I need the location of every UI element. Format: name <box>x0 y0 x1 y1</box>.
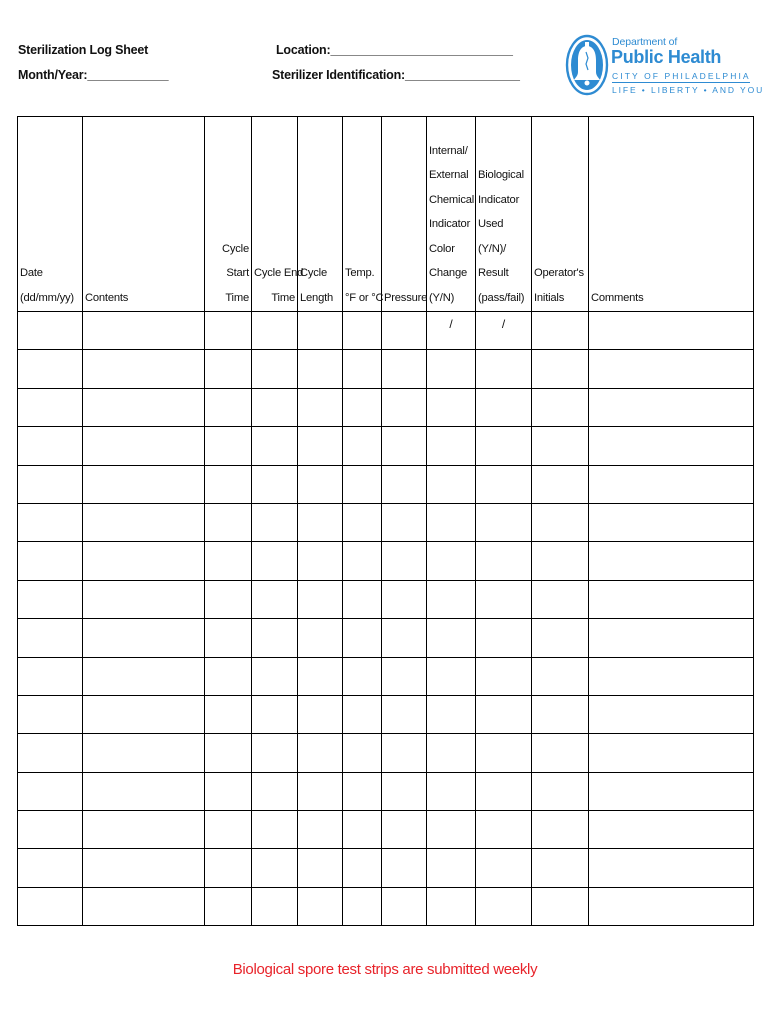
cell-comments[interactable] <box>589 695 754 733</box>
cell-biological-indicator[interactable] <box>476 849 532 887</box>
cell-cycle-start[interactable] <box>205 503 252 541</box>
cell-cycle-end[interactable] <box>252 849 298 887</box>
month-year-field[interactable]: Month/Year:____________ <box>18 68 169 82</box>
cell-pressure[interactable] <box>382 695 427 733</box>
header-line: Temp. <box>345 267 375 279</box>
cell-cycle-length[interactable] <box>298 427 343 465</box>
header-line: Time <box>271 291 295 304</box>
cell-cycle-length[interactable] <box>298 734 343 772</box>
header-line: Cycle <box>300 267 327 279</box>
cell-chemical-indicator[interactable] <box>427 887 476 925</box>
cell-comments[interactable] <box>589 734 754 772</box>
cell-comments[interactable] <box>589 465 754 503</box>
cell-temp[interactable] <box>343 772 382 810</box>
cell-pressure[interactable] <box>382 388 427 426</box>
cell-cycle-length[interactable] <box>298 657 343 695</box>
cell-date[interactable] <box>18 503 83 541</box>
cell-operator-initials[interactable] <box>532 811 589 849</box>
cell-comments[interactable] <box>589 580 754 618</box>
cell-cycle-length[interactable] <box>298 772 343 810</box>
cell-cycle-start[interactable] <box>205 772 252 810</box>
cell-cycle-end[interactable] <box>252 695 298 733</box>
cell-date[interactable] <box>18 811 83 849</box>
cell-operator-initials[interactable] <box>532 388 589 426</box>
cell-pressure[interactable] <box>382 849 427 887</box>
logo-city-text: CITY OF PHILADELPHIA <box>612 71 751 81</box>
cell-chemical-indicator[interactable] <box>427 734 476 772</box>
cell-cycle-end[interactable] <box>252 427 298 465</box>
cell-chemical-indicator[interactable] <box>427 811 476 849</box>
table-header-row <box>18 117 754 312</box>
cell-contents[interactable] <box>83 619 205 657</box>
header-line: Comments <box>591 291 644 304</box>
cell-temp[interactable] <box>343 427 382 465</box>
cell-temp[interactable] <box>343 580 382 618</box>
cell-pressure[interactable] <box>382 772 427 810</box>
cell-chemical-indicator[interactable] <box>427 427 476 465</box>
table-row <box>18 350 754 388</box>
cell-temp[interactable] <box>343 350 382 388</box>
cell-date[interactable] <box>18 465 83 503</box>
cell-contents[interactable] <box>83 542 205 580</box>
header-line: Cycle <box>222 242 249 255</box>
cell-comments[interactable] <box>589 542 754 580</box>
header-line: Date <box>20 267 43 279</box>
cell-temp[interactable] <box>343 734 382 772</box>
cell-cycle-end[interactable] <box>252 465 298 503</box>
header-line: (pass/fail) <box>478 291 525 304</box>
sterilization-log-table <box>17 116 754 926</box>
col-contents-header <box>83 117 205 312</box>
cell-comments[interactable] <box>589 887 754 925</box>
cell-biological-indicator[interactable] <box>476 503 532 541</box>
col-cycle-end-header <box>252 117 304 312</box>
cell-operator-initials[interactable] <box>532 542 589 580</box>
location-field[interactable]: Location:___________________________ <box>276 43 513 57</box>
cell-cycle-start[interactable] <box>205 580 252 618</box>
cell-temp[interactable] <box>343 849 382 887</box>
cell-temp[interactable] <box>343 503 382 541</box>
cell-biological-indicator[interactable]: / <box>476 312 532 350</box>
cell-date[interactable] <box>18 388 83 426</box>
header-line: (Y/N)/ <box>478 242 507 255</box>
cell-operator-initials[interactable] <box>532 503 589 541</box>
cell-operator-initials[interactable] <box>532 619 589 657</box>
cell-cycle-length[interactable] <box>298 887 343 925</box>
cell-contents[interactable] <box>83 772 205 810</box>
cell-contents[interactable] <box>83 580 205 618</box>
cell-biological-indicator[interactable] <box>476 580 532 618</box>
cell-date[interactable] <box>18 619 83 657</box>
table-row <box>18 619 754 657</box>
header-line: Used <box>478 218 504 230</box>
logo-divider <box>612 82 750 83</box>
cell-cycle-start[interactable] <box>205 849 252 887</box>
cell-biological-indicator[interactable] <box>476 388 532 426</box>
header-line: Change <box>429 267 467 279</box>
cell-biological-indicator[interactable] <box>476 734 532 772</box>
cell-chemical-indicator[interactable] <box>427 695 476 733</box>
logo-name-text: Public Health <box>611 47 722 67</box>
cell-date[interactable] <box>18 887 83 925</box>
cell-date[interactable] <box>18 350 83 388</box>
logo-tagline-text: LIFE • LIBERTY • AND YOU <box>612 85 765 95</box>
cell-date[interactable] <box>18 657 83 695</box>
header-line: Pressure <box>384 291 428 304</box>
header-line: °F or °C <box>345 291 384 304</box>
cell-pressure[interactable] <box>382 811 427 849</box>
cell-chemical-indicator[interactable] <box>427 465 476 503</box>
header-line: Start <box>226 267 249 279</box>
cell-chemical-indicator[interactable]: / <box>427 312 476 350</box>
cell-biological-indicator[interactable] <box>476 619 532 657</box>
cell-temp[interactable] <box>343 542 382 580</box>
cell-operator-initials[interactable] <box>532 887 589 925</box>
cell-operator-initials[interactable] <box>532 580 589 618</box>
cell-date[interactable] <box>18 772 83 810</box>
header-line: (Y/N) <box>429 291 455 304</box>
cell-cycle-end[interactable] <box>252 657 298 695</box>
header-line: Time <box>225 291 249 304</box>
header-line: Color <box>429 242 455 255</box>
footer-note: Biological spore test strips are submitted weekly <box>232 961 538 978</box>
cell-temp[interactable] <box>343 388 382 426</box>
col-date-header <box>18 117 83 312</box>
cell-pressure[interactable] <box>382 350 427 388</box>
cell-contents[interactable] <box>83 503 205 541</box>
cell-cycle-end[interactable] <box>252 887 298 925</box>
cell-chemical-indicator[interactable] <box>427 657 476 695</box>
cell-temp[interactable] <box>343 887 382 925</box>
cell-cycle-start[interactable] <box>205 542 252 580</box>
table-row <box>18 542 754 580</box>
cell-cycle-start[interactable] <box>205 312 252 350</box>
sheet-title: Sterilization Log Sheet <box>18 43 149 57</box>
cell-comments[interactable] <box>589 772 754 810</box>
cell-temp[interactable] <box>343 657 382 695</box>
col-comments-header <box>589 117 754 312</box>
cell-contents[interactable] <box>83 350 205 388</box>
cell-chemical-indicator[interactable] <box>427 849 476 887</box>
cell-pressure[interactable] <box>382 465 427 503</box>
col-temp-header <box>343 117 382 312</box>
cell-cycle-start[interactable] <box>205 657 252 695</box>
cell-operator-initials[interactable] <box>532 427 589 465</box>
cell-date[interactable] <box>18 695 83 733</box>
cell-contents[interactable] <box>83 465 205 503</box>
header-line: Initials <box>534 291 565 304</box>
cell-comments[interactable] <box>589 350 754 388</box>
cell-cycle-start[interactable] <box>205 350 252 388</box>
cell-temp[interactable] <box>343 312 382 350</box>
cell-pressure[interactable] <box>382 542 427 580</box>
cell-cycle-end[interactable] <box>252 772 298 810</box>
table-row <box>18 772 754 810</box>
header-line: Operator's <box>534 267 584 279</box>
cell-cycle-length[interactable] <box>298 811 343 849</box>
cell-operator-initials[interactable] <box>532 849 589 887</box>
cell-contents[interactable] <box>83 657 205 695</box>
cell-chemical-indicator[interactable] <box>427 542 476 580</box>
cell-pressure[interactable] <box>382 580 427 618</box>
cell-cycle-length[interactable] <box>298 388 343 426</box>
cell-cycle-end[interactable] <box>252 580 298 618</box>
header-line: Internal/ <box>429 144 468 157</box>
cell-biological-indicator[interactable] <box>476 427 532 465</box>
cell-biological-indicator[interactable] <box>476 657 532 695</box>
table-row <box>18 312 754 350</box>
header-line: External <box>429 169 469 181</box>
cell-comments[interactable] <box>589 619 754 657</box>
cell-pressure[interactable] <box>382 427 427 465</box>
cell-biological-indicator[interactable] <box>476 542 532 580</box>
cell-contents[interactable] <box>83 887 205 925</box>
cell-cycle-end[interactable] <box>252 312 298 350</box>
header-line: Contents <box>85 291 129 304</box>
header-line: Biological <box>478 169 524 181</box>
header-line: Indicator <box>429 218 471 230</box>
cell-chemical-indicator[interactable] <box>427 580 476 618</box>
cell-chemical-indicator[interactable] <box>427 388 476 426</box>
cell-cycle-start[interactable] <box>205 695 252 733</box>
cell-biological-indicator[interactable] <box>476 772 532 810</box>
cell-cycle-length[interactable] <box>298 312 343 350</box>
cell-pressure[interactable] <box>382 619 427 657</box>
table-row <box>18 734 754 772</box>
logo-department-text: Department of <box>612 36 678 48</box>
cell-temp[interactable] <box>343 811 382 849</box>
sterilizer-id-field[interactable]: Sterilizer Identification:_________________ <box>272 68 520 82</box>
cell-operator-initials[interactable] <box>532 312 589 350</box>
cell-comments[interactable] <box>589 388 754 426</box>
cell-comments[interactable] <box>589 811 754 849</box>
cell-contents[interactable] <box>83 427 205 465</box>
cell-date[interactable] <box>18 427 83 465</box>
cell-cycle-start[interactable] <box>205 427 252 465</box>
cell-comments[interactable] <box>589 312 754 350</box>
cell-contents[interactable] <box>83 695 205 733</box>
cell-temp[interactable] <box>343 465 382 503</box>
cell-cycle-start[interactable] <box>205 811 252 849</box>
cell-cycle-length[interactable] <box>298 619 343 657</box>
header-line: Indicator <box>478 193 520 206</box>
cell-cycle-end[interactable] <box>252 734 298 772</box>
cell-contents[interactable] <box>83 388 205 426</box>
table-row <box>18 427 754 465</box>
col-operator-initials-header <box>532 117 589 312</box>
table-row <box>18 465 754 503</box>
cell-operator-initials[interactable] <box>532 695 589 733</box>
cell-biological-indicator[interactable] <box>476 350 532 388</box>
cell-temp[interactable] <box>343 695 382 733</box>
header-line: (dd/mm/yy) <box>20 291 74 304</box>
cell-cycle-length[interactable] <box>298 580 343 618</box>
cell-cycle-start[interactable] <box>205 734 252 772</box>
table-row <box>18 695 754 733</box>
cell-comments[interactable] <box>589 503 754 541</box>
cell-biological-indicator[interactable] <box>476 695 532 733</box>
cell-chemical-indicator[interactable] <box>427 350 476 388</box>
cell-date[interactable] <box>18 849 83 887</box>
department-logo <box>565 34 765 100</box>
cell-biological-indicator[interactable] <box>476 811 532 849</box>
cell-date[interactable] <box>18 580 83 618</box>
cell-pressure[interactable] <box>382 887 427 925</box>
cell-contents[interactable] <box>83 734 205 772</box>
header-line: Chemical <box>429 193 475 206</box>
table-row <box>18 503 754 541</box>
cell-biological-indicator[interactable] <box>476 465 532 503</box>
cell-cycle-length[interactable] <box>298 350 343 388</box>
cell-contents[interactable] <box>83 849 205 887</box>
cell-cycle-end[interactable] <box>252 811 298 849</box>
cell-operator-initials[interactable] <box>532 772 589 810</box>
cell-comments[interactable] <box>589 849 754 887</box>
cell-comments[interactable] <box>589 657 754 695</box>
table-row <box>18 580 754 618</box>
liberty-bell-icon <box>565 34 609 96</box>
table-row <box>18 849 754 887</box>
cell-cycle-length[interactable] <box>298 465 343 503</box>
cell-pressure[interactable] <box>382 503 427 541</box>
cell-operator-initials[interactable] <box>532 350 589 388</box>
cell-cycle-length[interactable] <box>298 695 343 733</box>
cell-cycle-start[interactable] <box>205 887 252 925</box>
cell-pressure[interactable] <box>382 657 427 695</box>
cell-cycle-start[interactable] <box>205 388 252 426</box>
cell-contents[interactable] <box>83 811 205 849</box>
cell-operator-initials[interactable] <box>532 734 589 772</box>
table-row <box>18 388 754 426</box>
cell-operator-initials[interactable] <box>532 465 589 503</box>
header-line: Length <box>300 291 334 304</box>
cell-temp[interactable] <box>343 619 382 657</box>
col-cycle-length-header <box>298 117 343 312</box>
cell-cycle-length[interactable] <box>298 542 343 580</box>
col-chemical-indicator-header <box>427 117 476 312</box>
cell-date[interactable] <box>18 734 83 772</box>
cell-operator-initials[interactable] <box>532 657 589 695</box>
cell-cycle-end[interactable] <box>252 350 298 388</box>
cell-comments[interactable] <box>589 427 754 465</box>
cell-pressure[interactable] <box>382 312 427 350</box>
cell-date[interactable] <box>18 312 83 350</box>
header-line: Result <box>478 267 509 279</box>
cell-date[interactable] <box>18 542 83 580</box>
cell-chemical-indicator[interactable] <box>427 503 476 541</box>
cell-cycle-end[interactable] <box>252 503 298 541</box>
cell-cycle-start[interactable] <box>205 465 252 503</box>
cell-cycle-start[interactable] <box>205 619 252 657</box>
cell-biological-indicator[interactable] <box>476 887 532 925</box>
col-pressure-header <box>382 117 427 312</box>
cell-cycle-end[interactable] <box>252 619 298 657</box>
cell-chemical-indicator[interactable] <box>427 619 476 657</box>
cell-contents[interactable] <box>83 312 205 350</box>
table-row <box>18 811 754 849</box>
header-line: Cycle End <box>254 267 304 279</box>
table-row <box>18 657 754 695</box>
cell-chemical-indicator[interactable] <box>427 772 476 810</box>
cell-cycle-length[interactable] <box>298 849 343 887</box>
col-biological-indicator-header <box>476 117 532 312</box>
cell-cycle-length[interactable] <box>298 503 343 541</box>
table-row <box>18 887 754 925</box>
cell-pressure[interactable] <box>382 734 427 772</box>
cell-cycle-end[interactable] <box>252 388 298 426</box>
cell-cycle-end[interactable] <box>252 542 298 580</box>
col-cycle-start-header <box>205 117 252 312</box>
